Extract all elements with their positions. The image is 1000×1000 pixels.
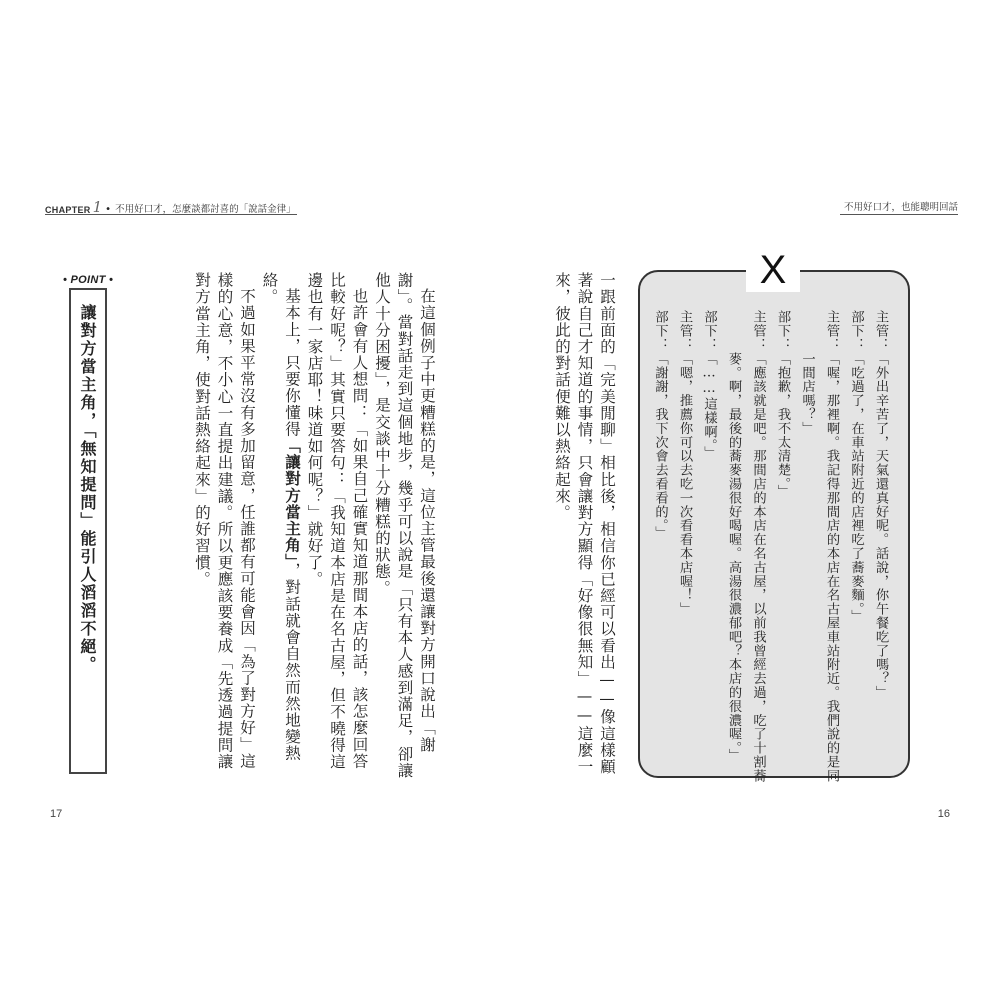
page-number-left: 17 — [50, 808, 63, 820]
dialogue-line: 部下：「抱歉，我不太清楚。」 — [775, 310, 790, 498]
paragraph-2: 也許會有人想問：「如果自己確實知道那間本店的話，該怎麼回答比較好呢？」其實只要答句：「我知道本店是在名古屋，但不曉得這邊也有一家店耶！味道如何呢？」就好了。 — [305, 272, 369, 770]
key-phrase: 「讓對方當主角」 — [283, 436, 301, 562]
header-rule-left — [45, 214, 297, 215]
bad-example-mark: X — [746, 248, 800, 292]
point-label: • POINT • — [63, 274, 114, 286]
chapter-number: 1 — [92, 198, 103, 216]
dialogue-line: 主管：「應該就是吧。那間店的本店在名古屋，以前我曾經去過，吃了十割蕎 — [750, 310, 766, 783]
dialogue-lines — [647, 310, 892, 783]
chapter-header — [45, 197, 296, 215]
header-separator: • — [105, 204, 112, 215]
paragraph-1: 在這個例子中更糟糕的是，這位主管最後還讓對方開口說出「謝謝」。當對話走到這個地步，幾乎可以說是「只有本人感到滿足，卻讓他人十分困擾」，是交談中十分糟糕的狀態。 — [373, 272, 436, 779]
chapter-label: CHAPTER — [45, 205, 91, 215]
paragraph-3-start: 基本上，只要你懂得 — [283, 287, 301, 437]
dialogue-line: 主管：「嗯，推薦你可以去吃一次看看本店喔！」 — [677, 310, 692, 616]
page-number-right: 16 — [937, 808, 950, 820]
left-page-body — [191, 272, 439, 782]
header-rule-right — [840, 214, 958, 215]
dialogue-line: 部下：「吃過了，在車站附近的店裡吃了蕎麥麵。」 — [848, 310, 864, 624]
summary-paragraph: 一跟前面的「完美閒聊」相比後，相信你已經可以看出——像這樣顧著說自己才知道的事情，只會讓對方顯得「好像很無知」——這麼一來，彼此的對話便難以熱絡起來。 — [553, 272, 616, 775]
point-box — [69, 288, 107, 774]
right-page-body — [551, 272, 619, 782]
dialogue-line: 主管：「喔，那裡啊。我記得那間店的本店在名古屋車站附近。我們說的是同 — [824, 310, 839, 783]
dialogue-line: 部下：「謝謝，我下次會去看看的。」 — [652, 310, 668, 540]
dialogue-line: 一間店嗎？」 — [799, 310, 815, 436]
section-title: 不用好口才，也能聰明回話 — [843, 202, 958, 213]
point-text: 讓對方當主角，「無知提問」能引人滔滔不絕。 — [78, 304, 97, 674]
dialogue-line: 麥。啊，最後的蕎麥湯很好喝喔。高湯很濃郁吧？本店的很濃喔。」 — [726, 310, 741, 763]
paragraph-3-end: ，對話就會自然而然地變熱絡。 — [260, 272, 301, 762]
dialogue-line: 部下：「……這樣啊。」 — [701, 310, 717, 460]
paragraph-4: 不過如果平常沒有多加留意，任誰都有可能會因「為了對方好」這樣的心意，不小心一直提出建議。所以更應該要養成「先透過提問讓對方當主角，使對話熱絡起來」的好習慣。 — [193, 272, 256, 770]
chapter-title: 不用好口才，怎麼談都討喜的「說話金律」 — [115, 204, 296, 215]
paragraph-3 — [258, 272, 303, 782]
dialogue-line: 主管：「外出辛苦了，天氣還真好呢。話說，你午餐吃了嗎？」 — [873, 310, 888, 700]
